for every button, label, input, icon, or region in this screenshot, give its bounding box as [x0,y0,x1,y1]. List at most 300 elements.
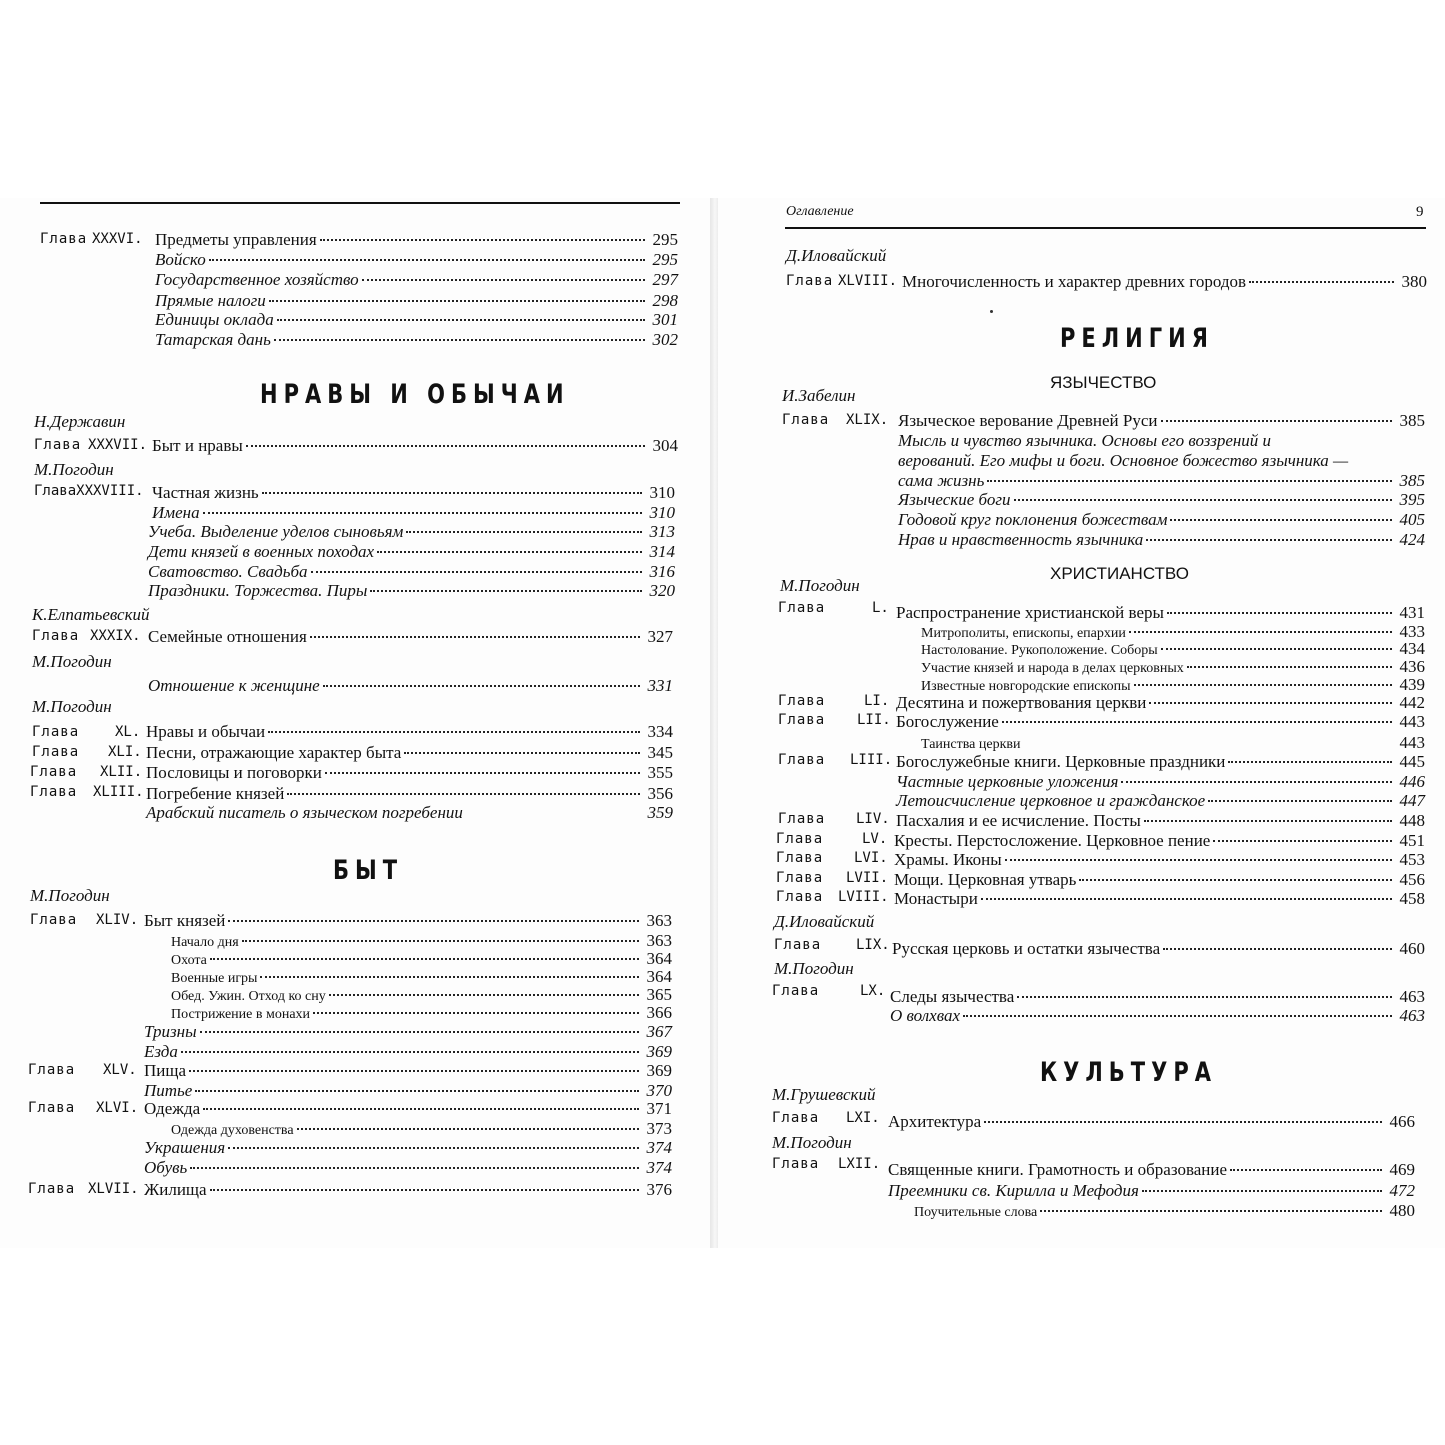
entry-title-continued: Мысль и чувство язычника. Основы его воззрений и [898,431,1272,450]
toc-entry[interactable] [896,791,1425,810]
toc-entry[interactable] [898,471,1425,490]
dot-leader [406,531,642,533]
section-heading: КУЛЬТУРА [1040,1057,1217,1087]
subsection-heading: ХРИСТИАНСТВО [1050,564,1189,583]
dot-leader [1129,631,1392,633]
entry-page: 443 [1399,712,1425,731]
dot-leader [1144,820,1392,822]
toc-entry[interactable] [155,310,678,329]
dot-leader [1213,840,1392,842]
chapter-number: LIX. [856,937,890,953]
toc-entry[interactable] [152,483,675,502]
dot-leader [203,1108,639,1110]
entry-title-continued: верований. Его мифы и боги. Основное божество язычника — [898,451,1349,470]
dot-leader [1163,948,1392,950]
entry-page: 373 [646,1119,672,1138]
entry-title: Быт князей [144,911,226,930]
entry-page: 395 [1399,490,1425,509]
chapter-number: XLV. [103,1062,137,1078]
toc-entry[interactable] [902,272,1427,291]
entry-title: Священные книги. Грамотность и образование [888,1160,1228,1179]
toc-entry[interactable] [152,503,675,522]
entry-title: О волхвах [890,1006,961,1025]
toc-entry[interactable] [148,627,673,646]
entry-page: 364 [646,949,672,968]
entry-title: Языческие боги [898,490,1011,509]
toc-entry[interactable] [894,831,1425,850]
entry-page: 448 [1399,811,1425,830]
toc-entry[interactable] [171,932,672,951]
dot-leader [1146,539,1392,541]
toc-entry[interactable] [888,1160,1415,1179]
dot-leader [984,1121,1382,1123]
chapter-number: LXI. [846,1110,880,1126]
toc-entry[interactable] [888,1112,1415,1131]
chapter-number: LIV. [856,811,890,827]
chapter-label: Глава [778,752,826,768]
entry-title: Архитектура [888,1112,982,1131]
dot-leader [329,994,639,996]
entry-page: 374 [646,1158,672,1177]
dot-leader [242,940,639,942]
toc-entry[interactable] [921,640,1425,659]
page-number: 9 [1416,204,1424,220]
toc-entry[interactable] [144,1158,672,1177]
toc-entry[interactable] [146,803,673,822]
author-name: М.Погодин [32,652,112,671]
entry-page: 431 [1399,603,1425,622]
dot-leader [1230,1169,1382,1171]
entry-title: Распространение христианской веры [896,603,1164,622]
entry-page: 466 [1389,1112,1415,1131]
toc-entry[interactable] [155,291,678,310]
toc-entry[interactable] [171,950,672,969]
toc-entry[interactable] [144,1099,672,1118]
toc-entry[interactable] [894,889,1425,908]
chapter-label: Глава [28,1062,76,1078]
entry-page: 442 [1399,693,1425,712]
dot-leader [203,512,642,514]
chapter-label: Глава [32,724,80,740]
dot-leader [325,772,640,774]
entry-title: сама жизнь [898,471,985,490]
entry-page: 314 [649,542,675,561]
dot-leader [269,300,645,302]
entry-page: 446 [1399,772,1425,791]
toc-entry[interactable] [890,1006,1425,1025]
dot-leader [963,1015,1392,1017]
entry-page: 460 [1399,939,1425,958]
chapter-number: LI. [864,693,890,709]
entry-title: Тризны [144,1022,197,1041]
chapter-number: L. [872,600,889,616]
toc-entry[interactable] [896,693,1425,712]
entry-title: Богослужебные книги. Церковные праздники [896,752,1226,771]
entry-title: Годовой круг поклонения божествам [898,510,1168,529]
chapter-number: XLII. [100,764,143,780]
toc-entry[interactable] [892,939,1425,958]
entry-page: 364 [646,967,672,986]
entry-page: 359 [647,803,673,822]
dot-leader [297,1128,639,1130]
entry-title: Начало дня [171,935,239,950]
entry-page: 301 [652,310,678,329]
toc-entry[interactable] [144,1022,672,1041]
chapter-label: Глава [776,831,824,847]
toc-entry[interactable] [898,411,1425,430]
author-name: М.Погодин [34,460,114,479]
toc-entry[interactable] [921,734,1425,753]
toc-entry[interactable] [146,743,673,762]
entry-page: 436 [1399,657,1425,676]
entry-title: Дети князей в военных походах [148,542,375,561]
dot-leader [209,259,645,261]
entry-page: 369 [646,1061,672,1080]
dot-leader [1142,1190,1382,1192]
dot-leader [1079,879,1392,881]
toc-entry[interactable] [921,658,1425,677]
chapter-number: XXXVII. [88,437,148,453]
toc-entry[interactable] [155,250,678,269]
dot-leader [1208,800,1392,802]
entry-page: 433 [1399,622,1425,641]
entry-page: 369 [646,1042,672,1061]
entry-title: Сватовство. Свадьба [148,562,308,581]
entry-page: 443 [1399,733,1425,752]
entry-page: 345 [647,743,673,762]
dot-leader [1170,519,1392,521]
toc-entry[interactable] [155,230,678,249]
entry-page: 370 [646,1081,672,1100]
entry-page: 295 [652,250,678,269]
dot-leader [987,480,1392,482]
entry-page: 385 [1399,471,1425,490]
entry-title: Частные церковные уложения [896,772,1119,791]
entry-title: Пасхалия и ее исчисление. Посты [896,811,1141,830]
entry-title: Погребение князей [146,784,285,803]
toc-entry[interactable] [144,911,672,930]
entry-page: 367 [646,1022,672,1041]
chapter-label: Глава [776,889,824,905]
entry-title: Богослужение [896,712,999,731]
entry-title: Таинства церкви [921,737,1021,752]
toc-entry[interactable] [894,870,1425,889]
dot-leader [262,492,642,494]
dot-leader [404,752,640,754]
entry-title: Монастыри [894,889,978,908]
toc-entry[interactable] [144,1042,672,1061]
entry-title: Храмы. Иконы [894,850,1002,869]
chapter-label: Глава [778,811,826,827]
chapter-label: Глава [786,273,834,289]
entry-page: 445 [1399,752,1425,771]
chapter-label: Глава [28,1181,76,1197]
toc-entry[interactable] [155,270,678,289]
author-name: М.Погодин [780,576,860,595]
entry-page: 434 [1399,639,1425,658]
author-name: Д.Иловайский [774,912,875,931]
entry-title: Летоисчисление церковное и гражданское [896,791,1206,810]
running-header: Оглавление [786,204,854,219]
chapter-label: Глава [30,784,78,800]
entry-title: Пословицы и поговорки [146,763,322,782]
author-name: И.Забелин [782,386,856,405]
chapter-label: Глава [776,870,824,886]
entry-page: 374 [646,1138,672,1157]
entry-title: Прямые налоги [155,291,266,310]
entry-page: 295 [652,230,678,249]
toc-entry[interactable] [171,968,672,987]
entry-page: 365 [646,985,672,1004]
entry-page: 334 [647,722,673,741]
toc-entry[interactable] [888,1181,1415,1200]
dot-leader [1017,996,1392,998]
dot-leader [195,1090,639,1092]
entry-title: Праздники. Торжества. Пиры [148,581,368,600]
section-heading: БЫТ [333,855,404,885]
entry-title: Предметы управления [155,230,317,249]
author-name: М.Погодин [774,959,854,978]
toc-entry[interactable] [146,763,673,782]
toc-entry[interactable] [896,752,1425,771]
entry-page: 310 [649,483,675,502]
entry-page: 380 [1401,272,1427,291]
entry-title: Настолование. Рукоположение. Соборы [921,643,1158,658]
entry-title: Известные новгородские епископы [921,679,1131,694]
entry-title: Семейные отношения [148,627,307,646]
chapter-number: LVII. [846,870,889,886]
chapter-number: XXXVI. [92,231,143,247]
dot-leader [189,1070,639,1072]
chapter-label: Глава [34,437,82,453]
chapter-label: ГлаваXXXVIII. [34,483,144,499]
toc-entry[interactable] [152,436,678,455]
chapter-number: XLI. [108,744,142,760]
toc-entry[interactable] [896,712,1425,731]
chapter-label: Глава [32,744,80,760]
toc-entry[interactable] [146,784,673,803]
chapter-number: LVIII. [838,889,889,905]
toc-entry[interactable] [171,1004,672,1023]
dot-leader [370,590,642,592]
chapter-label: Глава [40,231,88,247]
ink-speck [990,310,993,313]
author-name: М.Погодин [32,697,112,716]
chapter-label: Глава [778,712,826,728]
toc-entry[interactable] [898,530,1425,549]
chapter-label: Глава [778,693,826,709]
entry-page: 480 [1389,1201,1415,1220]
chapter-number: XXXIX. [90,628,141,644]
entry-page: 447 [1399,791,1425,810]
entry-title: Охота [171,953,207,968]
subsection-heading: ЯЗЫЧЕСТВО [1050,373,1157,392]
chapter-number: XL. [115,724,141,740]
entry-title: Имена [152,503,200,522]
toc-entry[interactable] [171,986,672,1005]
entry-page: 456 [1399,870,1425,889]
entry-page: 327 [647,627,673,646]
toc-entry[interactable] [896,772,1425,791]
entry-title: Десятина и пожертвования церкви [896,693,1147,712]
toc-entry[interactable] [148,581,675,600]
dot-leader [313,1012,639,1014]
entry-page: 363 [646,931,672,950]
toc-entry[interactable] [890,987,1425,1006]
dot-leader [377,551,642,553]
dot-leader [1014,499,1392,501]
toc-entry[interactable] [144,1180,672,1199]
entry-title: Быт и нравы [152,436,243,455]
chapter-label: Глава [778,600,826,616]
dot-leader [981,898,1392,900]
toc-entry[interactable] [148,676,673,695]
dot-leader [1040,1210,1382,1212]
entry-title: Украшения [144,1138,226,1157]
dot-leader [1161,420,1392,422]
entry-title: Питье [144,1081,193,1100]
entry-page: 356 [647,784,673,803]
entry-title: Следы язычества [890,987,1015,1006]
entry-page: 458 [1399,889,1425,908]
entry-page: 472 [1389,1181,1415,1200]
dot-leader [260,976,639,978]
entry-title: Языческое верование Древней Руси [898,411,1158,430]
entry-title: Учеба. Выделение уделов сыновьям [148,522,404,541]
toc-entry[interactable] [914,1202,1415,1221]
toc-entry[interactable] [155,330,678,349]
entry-title: Одежда духовенства [171,1123,294,1138]
toc-entry[interactable] [146,722,673,741]
chapter-label: Глава [30,764,78,780]
chapter-label: Глава [774,937,822,953]
dot-leader [1161,648,1392,650]
chapter-number: LV. [862,831,888,847]
dot-leader [210,958,639,960]
entry-page: 463 [1399,987,1425,1006]
entry-title: Частная жизнь [152,483,259,502]
entry-title: Отношение к женщине [148,676,320,695]
dot-leader [1005,859,1392,861]
toc-entry[interactable] [894,850,1425,869]
toc-entry[interactable] [144,1061,672,1080]
entry-title: Участие князей и народа в делах церковных [921,661,1184,676]
section-heading: НРАВЫ И ОБЫЧАИ [260,379,570,409]
entry-title: Одежда [144,1099,201,1118]
toc-entry[interactable] [898,490,1425,509]
chapter-number: XLVII. [88,1181,139,1197]
entry-page: 405 [1399,510,1425,529]
chapter-label: Глава [782,412,830,428]
dot-leader [246,445,645,447]
toc-entry[interactable] [896,603,1425,622]
section-heading: РЕЛИГИЯ [1060,323,1214,353]
entry-page: 320 [649,581,675,600]
entry-title: Войско [155,250,206,269]
toc-entry[interactable] [144,1081,672,1100]
chapter-label: Глава [32,628,80,644]
entry-title: Нравы и обычаи [146,722,266,741]
chapter-label: Глава [772,983,820,999]
dot-leader [277,319,645,321]
dot-leader [323,685,640,687]
entry-page: 385 [1399,411,1425,430]
toc-entry[interactable] [896,811,1425,830]
entry-page: 313 [649,522,675,541]
author-name: Н.Державин [34,412,126,431]
entry-page: 298 [652,291,678,310]
entry-page: 363 [646,911,672,930]
chapter-number: LIII. [850,752,893,768]
entry-title: Многочисленность и характер древних городов [902,272,1247,291]
entry-page: 463 [1399,1006,1425,1025]
toc-entry[interactable] [148,522,675,541]
toc-entry[interactable] [144,1138,672,1157]
dot-leader [320,239,645,241]
entry-title: Жилища [144,1180,207,1199]
dot-leader [1249,281,1394,283]
dot-leader [1187,666,1392,668]
entry-page: 331 [647,676,673,695]
dot-leader [1134,684,1392,686]
entry-title: Русская церковь и остатки язычества [892,939,1161,958]
entry-title: Обувь [144,1158,188,1177]
entry-title: Поучительные слова [914,1205,1038,1220]
chapter-label: Глава [776,850,824,866]
entry-title: Обед. Ужин. Отход ко сну [171,989,326,1004]
dot-leader [190,1167,639,1169]
chapter-number: LVI. [854,850,888,866]
entry-title: Татарская дань [155,330,271,349]
entry-title: Пострижение в монахи [171,1007,311,1022]
entry-title: Нрав и нравственность язычника [898,530,1144,549]
dot-leader [1149,702,1392,704]
author-name: К.Елпатьевский [32,605,150,624]
entry-title: Арабский писатель о языческом погребении [146,803,463,822]
entry-page: 451 [1399,831,1425,850]
dot-leader [228,1147,639,1149]
dot-leader [200,1031,639,1033]
dot-leader [1121,781,1392,783]
chapter-label: Глава [28,1100,76,1116]
toc-entry[interactable] [171,1120,672,1139]
entry-title: Кресты. Перстосложение. Церковное пение [894,831,1211,850]
chapter-label: Глава [30,912,78,928]
chapter-number: XLVIII. [838,273,898,289]
entry-page: 304 [652,436,678,455]
chapter-number: LII. [857,712,891,728]
dot-leader [228,920,639,922]
dot-leader [274,339,645,341]
entry-page: 371 [646,1099,672,1118]
dot-leader [310,636,640,638]
entry-page: 469 [1389,1160,1415,1179]
entry-title: Государственное хозяйство [155,270,359,289]
entry-title: Езда [144,1042,178,1061]
chapter-label: Глава [772,1156,820,1172]
entry-page: 424 [1399,530,1425,549]
dot-leader [362,279,645,281]
dot-leader [268,731,640,733]
entry-page: 310 [649,503,675,522]
toc-entry[interactable] [148,562,675,581]
toc-entry[interactable] [898,510,1425,529]
toc-entry[interactable] [148,542,675,561]
entry-page: 366 [646,1003,672,1022]
dot-leader [1228,761,1392,763]
chapter-number: XLIV. [96,912,139,928]
dot-leader [311,571,643,573]
